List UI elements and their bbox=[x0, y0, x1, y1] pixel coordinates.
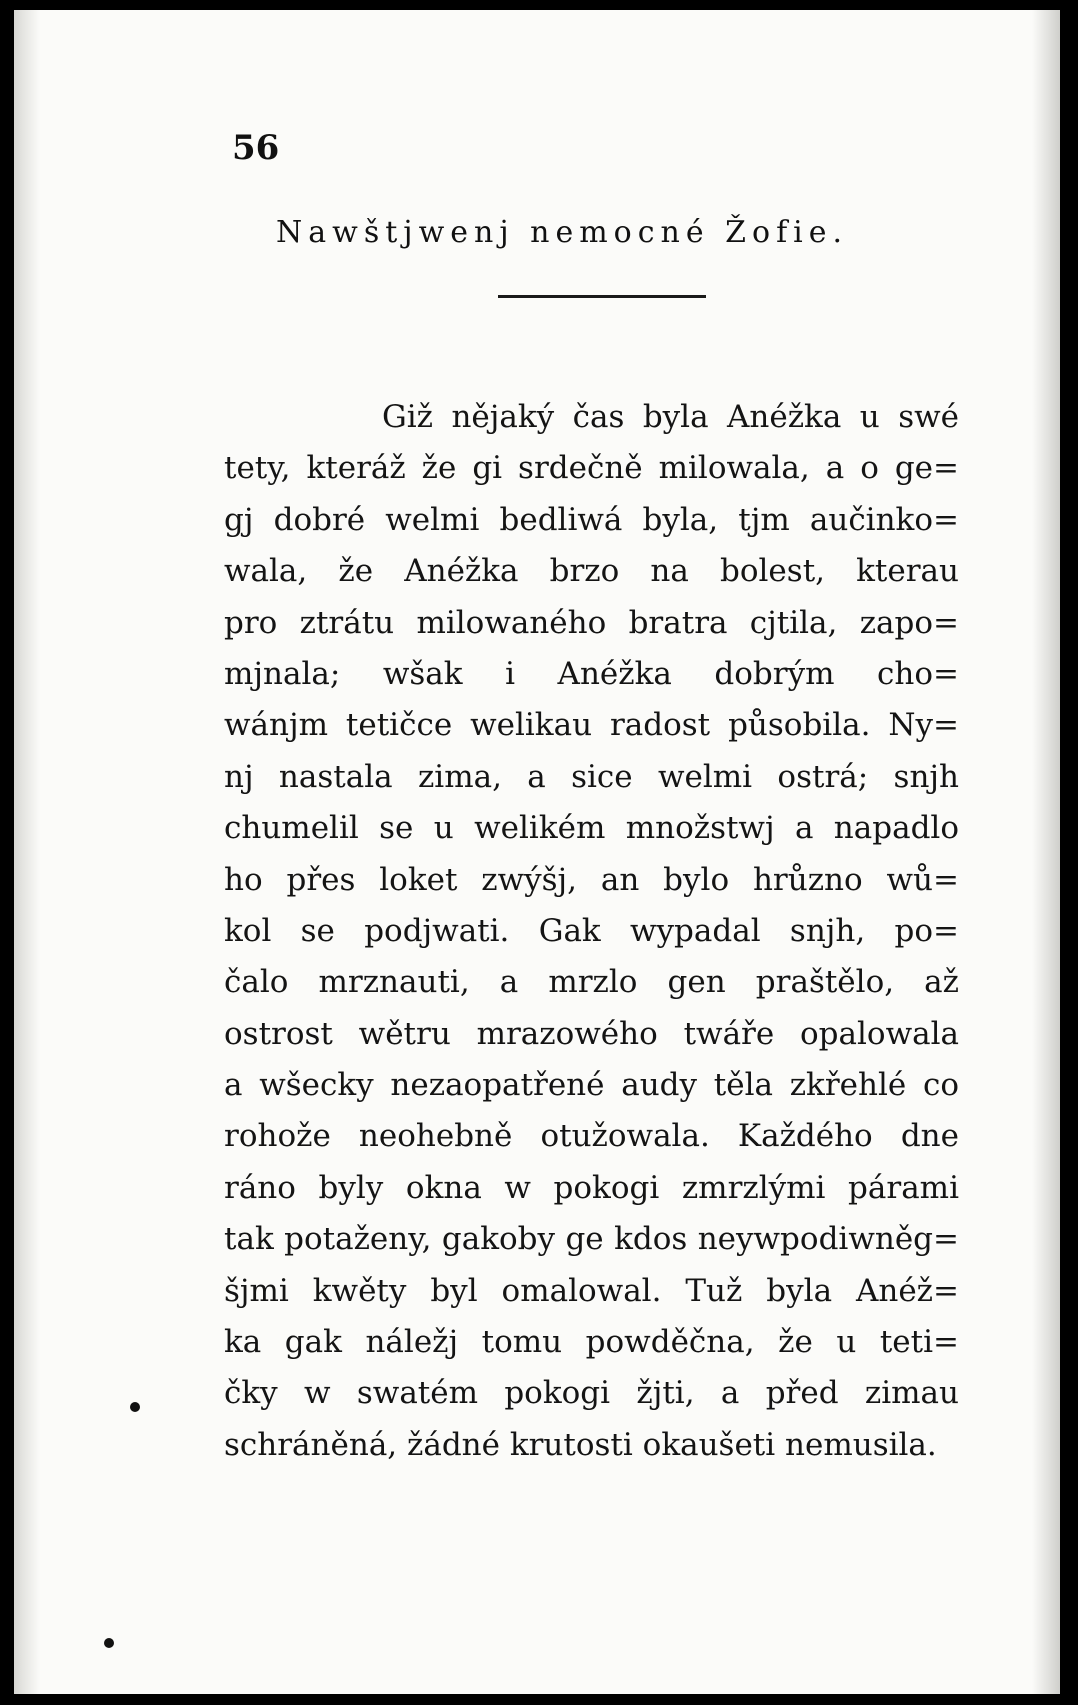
text-line: ho přes loket zwýšj, an bylo hrůzno wů= bbox=[224, 861, 959, 898]
ink-speck bbox=[104, 1638, 114, 1648]
text-line: tety, kteráž že gi srdečně milowala, a o ge= bbox=[224, 450, 959, 487]
text-line: šjmi kwěty byl omalowal. Tuž byla Anéž= bbox=[224, 1272, 959, 1309]
text-line: tak potaženy, gakoby ge kdos neywpodiwněg= bbox=[224, 1221, 959, 1258]
page-number: 56 bbox=[232, 128, 280, 168]
text-line: a wšecky nezaopatřené audy těla zkřehlé co bbox=[224, 1067, 959, 1104]
text-line: wánjm tetičce welikau radost působila. Ny= bbox=[224, 707, 959, 744]
text-line: ostrost wětru mrazowého twáře opalowala bbox=[224, 1015, 959, 1052]
text-line: Giž nějaký čas byla Anéžka u swé bbox=[382, 399, 959, 435]
text-line: chumelil se u welikém množstwj a napadlo bbox=[224, 810, 959, 847]
text-line: čalo mrznauti, a mrzlo gen praštělo, až bbox=[224, 964, 959, 1001]
text-line: kol se podjwati. Gak wypadal snjh, po= bbox=[224, 912, 959, 949]
text-line: gj dobré welmi bedliwá byla, tjm aučinko= bbox=[224, 501, 959, 538]
title-divider bbox=[498, 295, 706, 298]
ink-speck bbox=[130, 1402, 140, 1412]
text-line: ka gak náležj tomu powděčna, že u teti= bbox=[224, 1324, 959, 1361]
text-line: pro ztrátu milowaného bratra cjtila, zapo= bbox=[224, 604, 959, 641]
text-line: čky w swatém pokogi žjti, a před zimau bbox=[224, 1375, 959, 1412]
body-text bbox=[224, 392, 959, 1471]
text-line: schráněná, žádné krutosti okaušeti nemusila. bbox=[224, 1426, 937, 1463]
chapter-title: Nawštjwenj nemocné Žofie. bbox=[276, 215, 849, 250]
book-page bbox=[14, 10, 1060, 1694]
text-line: ráno byly okna w pokogi zmrzlými párami bbox=[224, 1169, 959, 1206]
text-line: mjnala; wšak i Anéžka dobrým cho= bbox=[224, 655, 959, 692]
page-edge-shadow-right bbox=[1032, 10, 1060, 1694]
text-line: nj nastala zima, a sice welmi ostrá; snjh bbox=[224, 758, 959, 795]
text-line: wala, že Anéžka brzo na bolest, kterau bbox=[224, 553, 959, 590]
text-line: rohože neohebně otužowala. Každého dne bbox=[224, 1118, 959, 1155]
page-edge-shadow-left bbox=[14, 10, 40, 1694]
